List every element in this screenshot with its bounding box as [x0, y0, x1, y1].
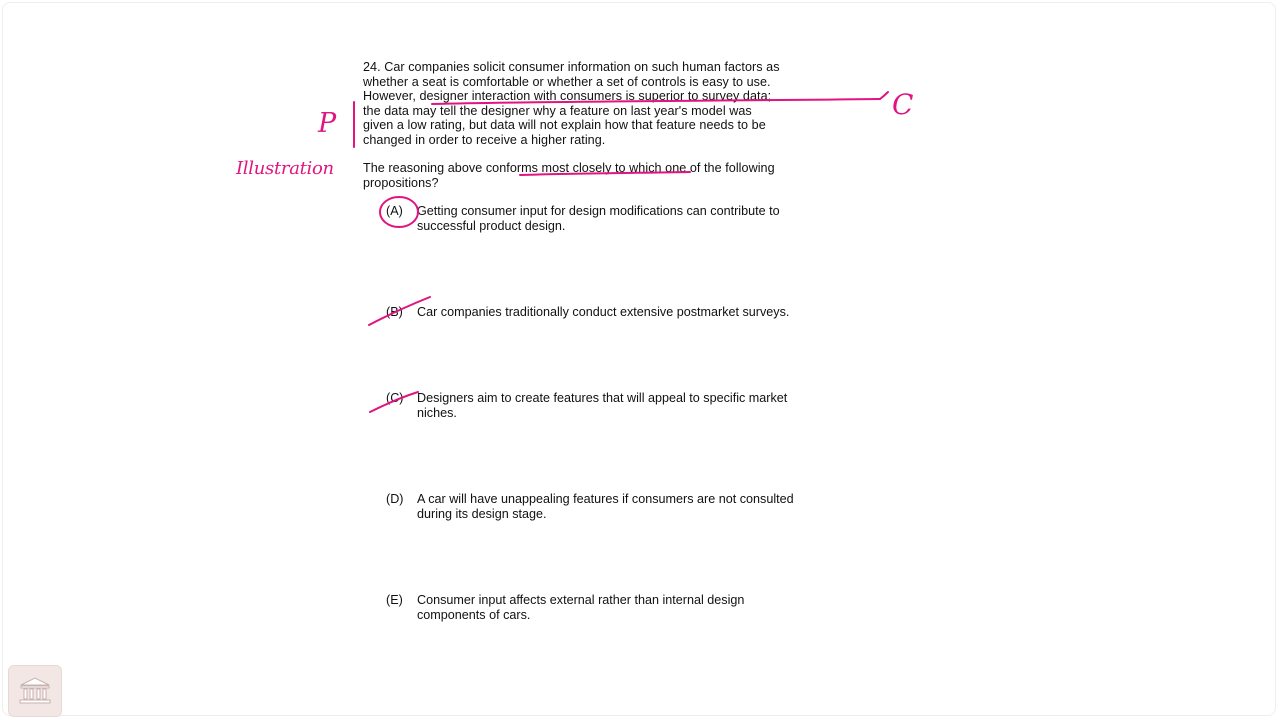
choice-text	[417, 593, 912, 622]
stem-line: the data may tell the designer why a feature on last year's model was	[363, 103, 752, 118]
choice-letter: (B)	[386, 305, 403, 319]
choice-text	[417, 204, 912, 233]
choice-text	[417, 391, 912, 420]
choice-letter: (D)	[386, 492, 404, 506]
choice-letter: (C)	[386, 391, 404, 405]
choice-line: Car companies traditionally conduct extensive postmarket surveys.	[417, 305, 790, 319]
choice-text	[417, 305, 912, 320]
app-logo[interactable]	[8, 665, 62, 717]
choice-line: successful product design.	[417, 218, 566, 233]
stem-line: whether a seat is comfortable or whether a set of controls is easy to use.	[363, 74, 771, 89]
question-stem	[363, 60, 908, 147]
choice-line: during its design stage.	[417, 506, 547, 521]
choice-line: A car will have unappealing features if consumers are not consulted	[417, 492, 794, 506]
stem-line: 24. Car companies solicit consumer information on such human factors as	[363, 60, 780, 74]
premise-mark: P	[318, 108, 337, 139]
choice-text	[417, 492, 912, 521]
stem-line: changed in order to receive a higher rating.	[363, 132, 606, 147]
stem-line: However, designer interaction with consumers is superior to survey data;	[363, 89, 772, 103]
conclusion-mark: C	[892, 88, 914, 121]
choice-line: niches.	[417, 405, 457, 420]
choice-line: Consumer input affects external rather than internal design	[417, 593, 745, 607]
choice-line: components of cars.	[417, 607, 531, 622]
question-prompt	[363, 161, 908, 190]
prompt-line: The reasoning above conforms most closely to which one of the following	[363, 161, 775, 175]
choice-line: Getting consumer input for design modifications can contribute to	[417, 204, 780, 218]
choice-letter: (A)	[386, 204, 403, 218]
building-columns-icon	[18, 676, 52, 706]
method-label: Illustration	[236, 158, 334, 179]
choice-letter: (E)	[386, 593, 403, 607]
prompt-line: propositions?	[363, 175, 439, 190]
choice-line: Designers aim to create features that will appeal to specific market	[417, 391, 788, 405]
stem-line: given a low rating, but data will not explain how that feature needs to be	[363, 118, 766, 132]
